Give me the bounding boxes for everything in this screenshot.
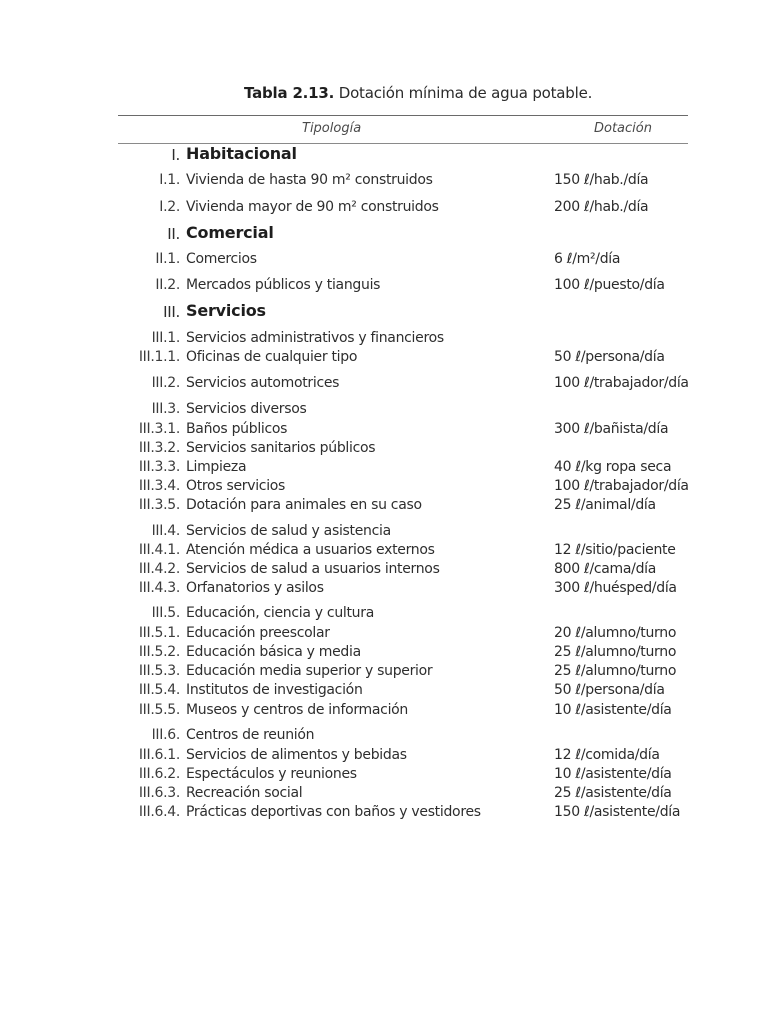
row-description: Mercados públicos y tianguis xyxy=(186,277,381,293)
table-row xyxy=(0,561,768,581)
row-description: Servicios administrativos y financieros xyxy=(186,330,444,346)
row-number: III.6.1. xyxy=(138,747,180,763)
row-description: Servicios de salud a usuarios internos xyxy=(186,561,440,577)
row-dotacion: 12 ℓ/comida/día xyxy=(554,747,660,763)
table-row xyxy=(0,349,768,369)
row-dotacion: 100 ℓ/trabajador/día xyxy=(554,375,689,391)
row-number: III.3.1. xyxy=(138,421,180,437)
row-number: III.5.4. xyxy=(138,682,180,698)
table-top-rule xyxy=(118,115,688,116)
row-dotacion: 300 ℓ/huésped/día xyxy=(554,580,677,596)
table-row xyxy=(0,580,768,600)
table-row xyxy=(0,375,768,395)
row-number: III.3.3. xyxy=(138,459,180,475)
table-title-number: Tabla 2.13. xyxy=(244,84,335,102)
row-description: Limpieza xyxy=(186,459,247,475)
row-description: Museos y centros de información xyxy=(186,702,408,718)
table-row xyxy=(0,804,768,824)
row-number: III.6. xyxy=(151,727,180,743)
row-number: III.3.4. xyxy=(138,478,180,494)
row-description: Orfanatorios y asilos xyxy=(186,580,324,596)
row-dotacion: 25 ℓ/alumno/turno xyxy=(554,644,677,660)
row-description: Vivienda de hasta 90 m² construidos xyxy=(186,172,433,188)
section-title: Habitacional xyxy=(186,144,297,163)
row-description: Atención médica a usuarios externos xyxy=(186,542,435,558)
table-row xyxy=(0,277,768,297)
row-dotacion: 150 ℓ/asistente/día xyxy=(554,804,681,820)
row-number: III.1.1. xyxy=(138,349,180,365)
row-number: I.2. xyxy=(159,199,180,215)
table-row xyxy=(0,702,768,722)
row-description: Servicios diversos xyxy=(186,401,307,417)
row-number: I. xyxy=(171,146,180,164)
row-description: Educación media superior y superior xyxy=(186,663,433,679)
row-dotacion: 50 ℓ/persona/día xyxy=(554,349,665,365)
row-number: III.6.2. xyxy=(138,766,180,782)
section-row xyxy=(0,146,768,166)
row-number: III.5.5. xyxy=(138,702,180,718)
row-number: II.2. xyxy=(155,277,180,293)
table-row xyxy=(0,542,768,562)
table-row xyxy=(0,421,768,441)
table-row xyxy=(0,766,768,786)
row-description: Prácticas deportivas con baños y vestidores xyxy=(186,804,481,820)
row-description: Vivienda mayor de 90 m² construidos xyxy=(186,199,439,215)
section-row xyxy=(0,225,768,245)
row-number: III.3.2. xyxy=(138,440,180,456)
row-description: Oficinas de cualquier tipo xyxy=(186,349,358,365)
column-header-dotacion: Dotación xyxy=(594,121,652,136)
row-dotacion: 50 ℓ/persona/día xyxy=(554,682,665,698)
row-number: III.3.5. xyxy=(138,497,180,513)
row-description: Institutos de investigación xyxy=(186,682,363,698)
row-number: III.5.2. xyxy=(138,644,180,660)
row-dotacion: 20 ℓ/alumno/turno xyxy=(554,625,677,641)
row-description: Educación, ciencia y cultura xyxy=(186,605,374,621)
row-description: Recreación social xyxy=(186,785,303,801)
row-number: III.2. xyxy=(151,375,180,391)
row-description: Comercios xyxy=(186,251,257,267)
row-description: Espectáculos y reuniones xyxy=(186,766,357,782)
row-description: Dotación para animales en su caso xyxy=(186,497,422,513)
row-dotacion: 25 ℓ/alumno/turno xyxy=(554,663,677,679)
table-row xyxy=(0,459,768,479)
row-dotacion: 300 ℓ/bañista/día xyxy=(554,421,669,437)
row-number: III.5.1. xyxy=(138,625,180,641)
row-number: III.6.3. xyxy=(138,785,180,801)
row-number: III.4.3. xyxy=(138,580,180,596)
row-dotacion: 12 ℓ/sitio/paciente xyxy=(554,542,676,558)
section-title: Comercial xyxy=(186,223,274,242)
row-number: III.3. xyxy=(151,401,180,417)
table-row xyxy=(0,644,768,664)
table-row xyxy=(0,401,768,421)
table-row xyxy=(0,497,768,517)
table-row xyxy=(0,440,768,460)
row-description: Educación básica y media xyxy=(186,644,361,660)
row-number: III.1. xyxy=(151,330,180,346)
row-number: I.1. xyxy=(159,172,180,188)
row-description: Otros servicios xyxy=(186,478,286,494)
row-description: Centros de reunión xyxy=(186,727,315,743)
row-dotacion: 100 ℓ/puesto/día xyxy=(554,277,665,293)
row-number: III.5.3. xyxy=(138,663,180,679)
row-dotacion: 800 ℓ/cama/día xyxy=(554,561,657,577)
row-description: Baños públicos xyxy=(186,421,288,437)
row-dotacion: 25 ℓ/animal/día xyxy=(554,497,656,513)
table-row xyxy=(0,625,768,645)
table-row xyxy=(0,727,768,747)
table-row xyxy=(0,251,768,271)
section-title: Servicios xyxy=(186,301,266,320)
table-title xyxy=(244,84,592,102)
row-dotacion: 25 ℓ/asistente/día xyxy=(554,785,672,801)
table-row xyxy=(0,199,768,219)
row-number: III.4.2. xyxy=(138,561,180,577)
row-description: Servicios de salud y asistencia xyxy=(186,523,391,539)
table-row xyxy=(0,682,768,702)
row-description: Servicios sanitarios públicos xyxy=(186,440,376,456)
row-dotacion: 10 ℓ/asistente/día xyxy=(554,766,672,782)
column-header-tipologia: Tipología xyxy=(302,121,362,136)
table-row xyxy=(0,523,768,543)
table-row xyxy=(0,478,768,498)
table-row xyxy=(0,747,768,767)
row-number: III.4.1. xyxy=(138,542,180,558)
row-number: II.1. xyxy=(155,251,180,267)
table-row xyxy=(0,605,768,625)
row-description: Educación preescolar xyxy=(186,625,330,641)
table-title-text: Dotación mínima de agua potable. xyxy=(334,84,593,102)
section-row xyxy=(0,303,768,323)
row-dotacion: 10 ℓ/asistente/día xyxy=(554,702,672,718)
table-row xyxy=(0,172,768,192)
row-number: III.4. xyxy=(151,523,180,539)
table-row xyxy=(0,663,768,683)
row-dotacion: 200 ℓ/hab./día xyxy=(554,199,649,215)
table-row xyxy=(0,330,768,350)
row-dotacion: 100 ℓ/trabajador/día xyxy=(554,478,689,494)
row-dotacion: 40 ℓ/kg ropa seca xyxy=(554,459,672,475)
row-dotacion: 150 ℓ/hab./día xyxy=(554,172,649,188)
row-number: III.6.4. xyxy=(138,804,180,820)
table-row xyxy=(0,785,768,805)
row-number: III. xyxy=(163,303,180,321)
row-number: III.5. xyxy=(151,605,180,621)
row-description: Servicios automotrices xyxy=(186,375,340,391)
row-description: Servicios de alimentos y bebidas xyxy=(186,747,407,763)
row-dotacion: 6 ℓ/m²/día xyxy=(554,251,621,267)
row-number: II. xyxy=(167,225,180,243)
